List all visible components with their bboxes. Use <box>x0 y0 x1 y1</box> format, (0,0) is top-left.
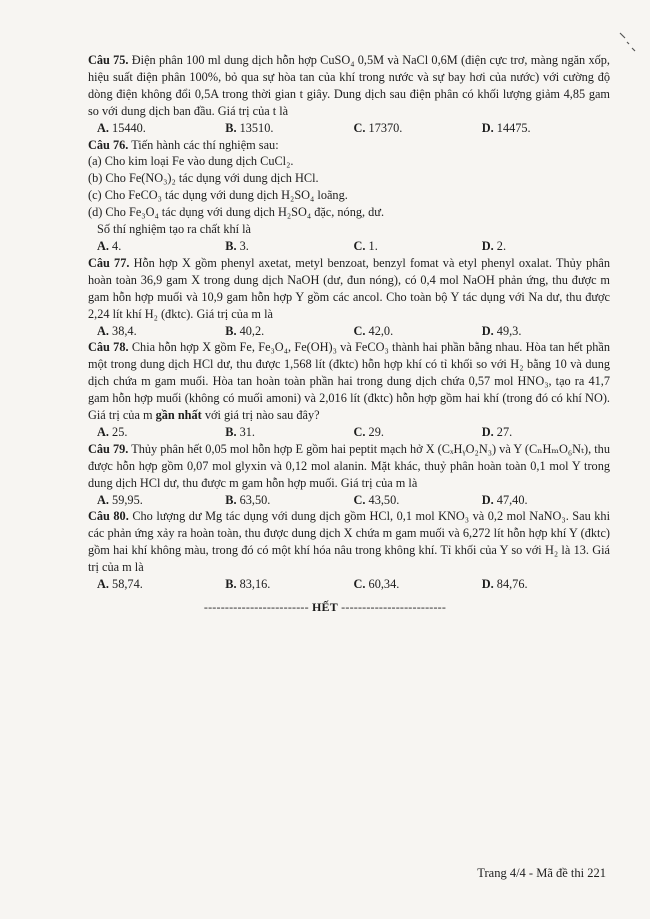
question-label: Câu 79. <box>88 441 129 456</box>
question-79 <box>88 441 610 509</box>
question-78 <box>88 339 610 440</box>
answer-options <box>97 120 610 137</box>
end-word: HẾT <box>312 600 338 614</box>
question-text: Thủy phân hết 0,05 mol hỗn hợp E gồm hai peptit mạch hở X (CₓHᵧO₂N₃) và Y (CₙHₘO₆Nₜ), thu được hỗn hợp gồm 0,07 mol glyxin và 0,12 mol alanin. Mặt khác, thuỷ phân hoàn toàn 0,1 mol Y trong dung dịch HCl dư, thu được m gam hỗn hợp muối. Giá trị của m là <box>88 441 610 490</box>
question-emphasis: gần nhất <box>155 408 202 423</box>
option-d: D. 27. <box>481 424 513 439</box>
page-footer: Trang 4/4 - Mã đề thi 221 <box>477 866 606 880</box>
option-d: D. 49,3. <box>481 323 522 338</box>
question-text: Cho lượng dư Mg tác dụng với dung dịch gồm HCl, 0,1 mol KNO₃ và 0,2 mol NaNO₃. Sau khi các phản ứng xảy ra hoàn toàn, thu được dung dịch X chứa m gam muối và 6,272 lít hỗn hợp khí Y (đktc) gồm hai khí không màu, trong đó có một khí hóa nâu trong không khí. Tỉ khối của Y so với H₂ là 13. Giá trị của m là <box>88 509 610 575</box>
answer-options <box>97 238 610 255</box>
option-c: C. 17370. <box>353 120 403 135</box>
option-b: B. 83,16. <box>225 577 271 592</box>
exam-content <box>88 52 610 593</box>
option-b: B. 40,2. <box>225 323 265 338</box>
end-marker <box>0 600 650 615</box>
option-a: A. 15440. <box>97 120 146 135</box>
experiment-b: (b) Cho Fe(NO₃)₂ tác dụng với dung dịch HCl. <box>88 171 319 186</box>
end-dashes-left: ------------------------- <box>203 600 309 614</box>
option-d: D. 47,40. <box>481 492 528 507</box>
option-c: C. 42,0. <box>353 323 394 338</box>
option-b: B. 63,50. <box>225 492 271 507</box>
option-c: C. 1. <box>353 238 378 253</box>
experiment-c: (c) Cho FeCO₃ tác dụng với dung dịch H₂SO₄ loãng. <box>88 188 348 203</box>
question-label: Câu 77. <box>88 255 130 270</box>
option-d: D. 2. <box>481 238 507 253</box>
question-text: Tiến hành các thí nghiệm sau: <box>131 137 279 152</box>
question-76 <box>88 137 610 255</box>
question-text: Điện phân 100 ml dung dịch hỗn hợp CuSO₄ 0,5M và NaCl 0,6M (điện cực trơ, màng ngăn xốp, hiệu suất điện phân 100%, bỏ qua sự hòa tan của khí trong nước và sự bay hơi của nước) với cường độ dòng điện không đổi 0,5A trong thời gian t giây. Dung dịch sau điện phân có khối lượng giảm 4,85 gam so với dung dịch ban đầu. Giá trị của t là <box>88 53 610 118</box>
option-c: C. 60,34. <box>353 577 400 592</box>
question-text: Chia hỗn hợp X gồm Fe, Fe₃O₄, Fe(OH)₃ và FeCO₃ thành hai phần bằng nhau. Hòa tan hết phần một trong dung dịch HCl dư, thu được 1,568 lít (đktc) hỗn hợp khí có tỉ khối so với H₂ bằng 10 và dung dịch chứa m gam muối. Hòa tan hoàn toàn phần hai trong dung dịch chứa 0,57 mol HNO₃, tạo ra 41,7 gam hỗn hợp muối (không có muối amoni) và 2,016 lít (đktc) hỗn hợp gồm hai khí (trong đó có khí NO). Giá trị của m <box>88 340 610 423</box>
option-a: A. 25. <box>97 424 128 439</box>
option-a: A. 38,4. <box>97 323 137 338</box>
option-b: B. 3. <box>225 238 249 253</box>
scan-mark-icon <box>616 30 638 54</box>
experiment-d: (d) Cho Fe₃O₄ tác dụng với dung dịch H₂SO₄ đặc, nóng, dư. <box>88 205 385 220</box>
answer-options <box>97 576 610 593</box>
option-c: C. 29. <box>353 424 384 439</box>
option-a: A. 58,74. <box>97 577 143 592</box>
question-80 <box>88 508 610 593</box>
answer-options <box>97 492 610 509</box>
option-b: B. 13510. <box>225 120 274 135</box>
question-text: Hỗn hợp X gồm phenyl axetat, metyl benzoat, benzyl fomat và etyl phenyl oxalat. Thủy phân hoàn toàn 36,9 gam X trong dung dịch NaOH (dư, đun nóng), có 0,4 mol NaOH phản ứng, thu được m gam hỗn hợp muối và 10,9 gam hỗn hợp Y gồm các ancol. Cho toàn bộ Y tác dụng với Na dư, thu được 2,24 lít khí H₂ (đktc). Giá trị của m là <box>88 255 610 321</box>
question-75 <box>88 52 610 137</box>
question-label: Câu 78. <box>88 340 129 355</box>
option-a: A. 59,95. <box>97 492 143 507</box>
question-text-end: với giá trị nào sau đây? <box>204 408 320 423</box>
option-d: D. 84,76. <box>481 577 528 592</box>
end-dashes-right: ------------------------- <box>341 600 447 614</box>
answer-options <box>97 424 610 441</box>
answer-options <box>97 323 610 340</box>
question-label: Câu 75. <box>88 53 129 67</box>
option-a: A. 4. <box>97 238 122 253</box>
option-c: C. 43,50. <box>353 492 400 507</box>
option-d: D. 14475. <box>481 120 531 135</box>
question-prompt: Số thí nghiệm tạo ra chất khí là <box>97 222 252 237</box>
option-b: B. 31. <box>225 424 255 439</box>
question-label: Câu 76. <box>88 137 129 152</box>
question-label: Câu 80. <box>88 509 129 524</box>
question-77 <box>88 255 610 340</box>
experiment-a: (a) Cho kim loại Fe vào dung dịch CuCl₂. <box>88 154 294 169</box>
